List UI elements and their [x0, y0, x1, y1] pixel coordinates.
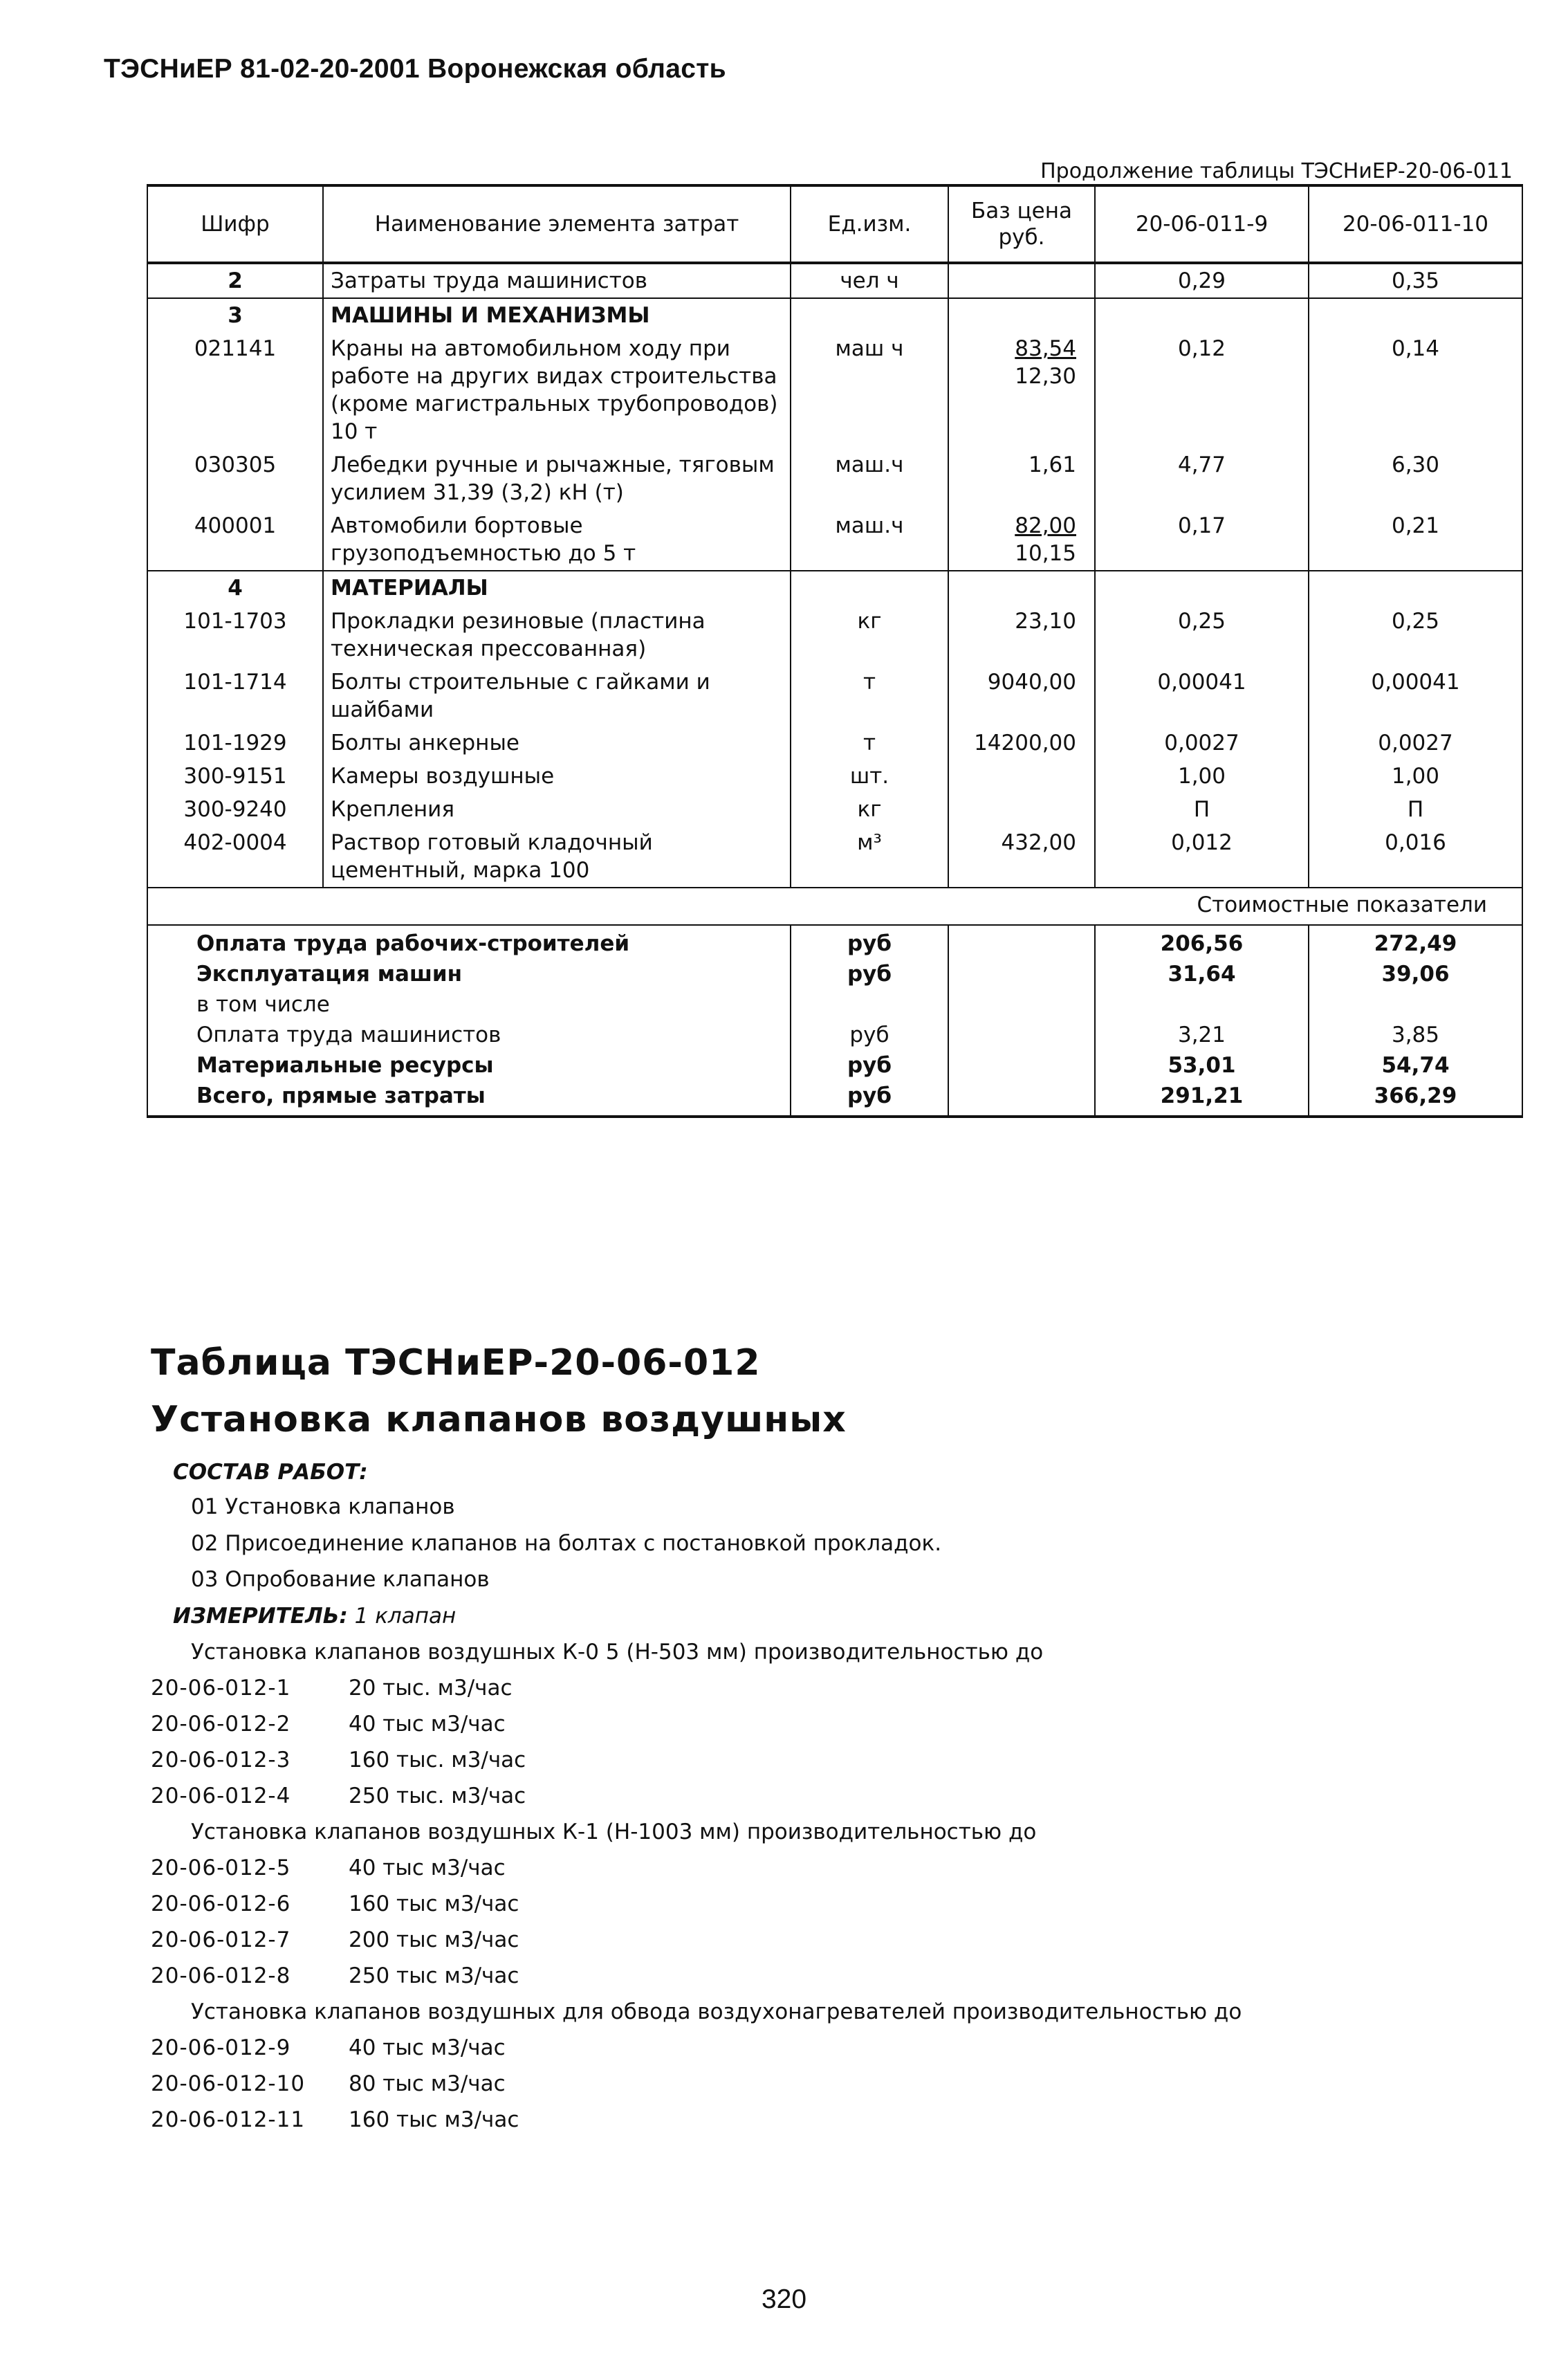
totals-label: Материальные ресурсы	[147, 1050, 791, 1081]
cell-name: Болты анкерные	[323, 726, 791, 760]
code-row	[151, 1676, 1188, 1701]
totals-label: Всего, прямые затраты	[147, 1081, 791, 1117]
price-machinist-value: 10,15	[1015, 541, 1076, 566]
meter-line	[173, 1604, 456, 1629]
cell-value-1: 0,12	[1095, 332, 1309, 448]
totals-row	[147, 989, 1522, 1020]
totals-unit	[791, 989, 948, 1020]
cell-value-1: П	[1095, 793, 1309, 826]
totals-value-1: 206,56	[1095, 925, 1309, 959]
totals-row	[147, 925, 1522, 959]
cell-name: МАТЕРИАЛЫ	[323, 571, 791, 605]
cell-value-2	[1309, 298, 1522, 332]
table-row	[147, 332, 1522, 448]
cell-unit	[791, 298, 948, 332]
cell-code: 400001	[147, 509, 323, 571]
resource-table	[147, 184, 1523, 1118]
cell-value-1: 0,012	[1095, 826, 1309, 888]
cell-code: 300-9240	[147, 793, 323, 826]
code-id: 20-06-012-7	[151, 1927, 291, 1952]
cell-code: 030305	[147, 448, 323, 509]
column-header-price: Баз цена руб.	[948, 185, 1095, 263]
group-title: Установка клапанов воздушных К-1 (Н-1003 мм) производительностью до	[191, 1820, 1037, 1844]
totals-empty	[948, 1020, 1095, 1050]
cell-code: 300-9151	[147, 760, 323, 793]
cell-price	[948, 509, 1095, 571]
cell-unit: кг	[791, 605, 948, 666]
table-row	[147, 571, 1522, 605]
totals-value-2: 366,29	[1309, 1081, 1522, 1117]
column-header-unit: Ед.изм.	[791, 185, 948, 263]
code-text: 160 тыс м3/час	[349, 2107, 519, 2132]
price-value: 1,61	[1028, 452, 1076, 477]
cost-indicators-row	[147, 888, 1522, 925]
totals-label: в том числе	[147, 989, 791, 1020]
price-value: 432,00	[1001, 830, 1076, 855]
cell-value-1: 0,17	[1095, 509, 1309, 571]
totals-value-2: 272,49	[1309, 925, 1522, 959]
code-text: 250 тыс. м3/час	[349, 1784, 526, 1808]
column-header-value-2: 20-06-011-10	[1309, 185, 1522, 263]
cell-value-2: 1,00	[1309, 760, 1522, 793]
group-title: Установка клапанов воздушных К-0 5 (Н-503 мм) производительностью до	[191, 1640, 1044, 1665]
cell-unit: т	[791, 726, 948, 760]
cell-name: Прокладки резиновые (пластина техническая прессованная)	[323, 605, 791, 666]
composition-label: СОСТАВ РАБОТ:	[173, 1460, 368, 1485]
cell-name: Краны на автомобильном ходу при работе на других видах строительства (кроме магистральных трубопроводов) 10 т	[323, 332, 791, 448]
cell-name: МАШИНЫ И МЕХАНИЗМЫ	[323, 298, 791, 332]
work-item: 02 Присоединение клапанов на болтах с постановкой прокладок.	[191, 1531, 942, 1556]
cell-unit: маш.ч	[791, 448, 948, 509]
code-text: 250 тыс м3/час	[349, 1963, 519, 1988]
totals-value-1: 31,64	[1095, 959, 1309, 989]
totals-empty	[948, 925, 1095, 959]
code-id: 20-06-012-3	[151, 1748, 291, 1772]
cell-value-1: 0,00041	[1095, 666, 1309, 726]
price-value: 14200,00	[974, 731, 1076, 755]
cost-indicators-label: Стоимостные показатели	[1095, 888, 1522, 925]
totals-empty	[948, 959, 1095, 989]
totals-row	[147, 959, 1522, 989]
totals-value-1	[1095, 989, 1309, 1020]
cell-name: Раствор готовый кладочный цементный, марка 100	[323, 826, 791, 888]
totals-value-1: 53,01	[1095, 1050, 1309, 1081]
price-value: 9040,00	[987, 670, 1076, 695]
cell-unit: т	[791, 666, 948, 726]
cell-unit: маш.ч	[791, 509, 948, 571]
totals-empty	[948, 989, 1095, 1020]
cell-value-2: 0,25	[1309, 605, 1522, 666]
code-text: 20 тыс. м3/час	[349, 1676, 513, 1701]
code-row	[151, 1855, 1188, 1880]
code-text: 200 тыс м3/час	[349, 1927, 519, 1952]
cell-price	[948, 448, 1095, 509]
table-row	[147, 666, 1522, 726]
cell-unit: маш ч	[791, 332, 948, 448]
cell-name: Лебедки ручные и рычажные, тяговым усилием 31,39 (3,2) кН (т)	[323, 448, 791, 509]
totals-label: Оплата труда машинистов	[147, 1020, 791, 1050]
cell-value-1	[1095, 298, 1309, 332]
table-row	[147, 509, 1522, 571]
cell-value-2: 0,14	[1309, 332, 1522, 448]
code-id: 20-06-012-1	[151, 1676, 291, 1701]
column-header-name: Наименование элемента затрат	[323, 185, 791, 263]
code-row	[151, 1784, 1188, 1808]
price-machinist-value: 12,30	[1015, 364, 1076, 389]
code-text: 80 тыс м3/час	[349, 2071, 506, 2096]
code-row	[151, 1963, 1188, 1988]
totals-value-2: 39,06	[1309, 959, 1522, 989]
code-id: 20-06-012-9	[151, 2035, 291, 2060]
cell-value-1: 0,29	[1095, 263, 1309, 298]
code-text: 40 тыс м3/час	[349, 1855, 506, 1880]
code-id: 20-06-012-8	[151, 1963, 291, 1988]
cell-name: Камеры воздушные	[323, 760, 791, 793]
table-continuation-label: Продолжение таблицы ТЭСНиЕР-20-06-011	[1040, 159, 1513, 183]
cell-unit: шт.	[791, 760, 948, 793]
cell-unit: м³	[791, 826, 948, 888]
price-value: 82,00	[1015, 513, 1076, 538]
cell-code: 3	[147, 298, 323, 332]
cell-value-1: 1,00	[1095, 760, 1309, 793]
group-title: Установка клапанов воздушных для обвода воздухонагревателей производительностью до	[191, 1999, 1242, 2024]
work-item: 03 Опробование клапанов	[191, 1567, 490, 1592]
cell-name: Затраты труда машинистов	[323, 263, 791, 298]
cell-value-1	[1095, 571, 1309, 605]
column-header-code: Шифр	[147, 185, 323, 263]
cell-value-2: 0,00041	[1309, 666, 1522, 726]
code-id: 20-06-012-6	[151, 1891, 291, 1916]
table-row	[147, 448, 1522, 509]
table-row	[147, 263, 1522, 298]
totals-value-2: 3,85	[1309, 1020, 1522, 1050]
cell-value-2: 0,35	[1309, 263, 1522, 298]
page-number: 320	[761, 2284, 807, 2314]
cell-value-2: 0,0027	[1309, 726, 1522, 760]
code-id: 20-06-012-2	[151, 1712, 291, 1737]
cell-value-2: 0,21	[1309, 509, 1522, 571]
cell-price	[948, 760, 1095, 793]
code-row	[151, 2071, 1188, 2096]
table-row	[147, 298, 1522, 332]
cell-price	[948, 793, 1095, 826]
table-title: Таблица ТЭСНиЕР-20-06-012	[151, 1342, 761, 1384]
totals-row	[147, 1050, 1522, 1081]
meter-value: 1 клапан	[354, 1604, 456, 1629]
totals-value-2	[1309, 989, 1522, 1020]
code-id: 20-06-012-10	[151, 2071, 306, 2096]
section-subtitle: Установка клапанов воздушных	[151, 1399, 847, 1440]
totals-label: Оплата труда рабочих-строителей	[147, 925, 791, 959]
cell-value-2	[1309, 571, 1522, 605]
cell-name: Болты строительные с гайками и шайбами	[323, 666, 791, 726]
cell-name: Автомобили бортовые грузоподъемностью до 5 т	[323, 509, 791, 571]
code-row	[151, 2107, 1188, 2132]
code-id: 20-06-012-4	[151, 1784, 291, 1808]
cell-price	[948, 666, 1095, 726]
table-row	[147, 605, 1522, 666]
cell-unit	[791, 571, 948, 605]
cell-name: Крепления	[323, 793, 791, 826]
cell-value-1: 0,0027	[1095, 726, 1309, 760]
code-id: 20-06-012-5	[151, 1855, 291, 1880]
table-row	[147, 793, 1522, 826]
cell-code: 101-1929	[147, 726, 323, 760]
cell-price	[948, 298, 1095, 332]
code-row	[151, 1891, 1188, 1916]
code-row	[151, 1712, 1188, 1737]
code-text: 40 тыс м3/час	[349, 2035, 506, 2060]
code-text: 160 тыс м3/час	[349, 1891, 519, 1916]
code-id: 20-06-012-11	[151, 2107, 306, 2132]
cell-value-1: 0,25	[1095, 605, 1309, 666]
document-header: ТЭСНиЕР 81-02-20-2001 Воронежская область	[104, 54, 726, 84]
totals-unit: руб	[791, 959, 948, 989]
cell-price	[948, 726, 1095, 760]
cell-code: 4	[147, 571, 323, 605]
cell-unit: чел ч	[791, 263, 948, 298]
cell-price	[948, 605, 1095, 666]
cell-code: 021141	[147, 332, 323, 448]
code-row	[151, 1927, 1188, 1952]
totals-value-1: 291,21	[1095, 1081, 1309, 1117]
totals-unit: руб	[791, 1020, 948, 1050]
table-row	[147, 726, 1522, 760]
cell-value-2: 0,016	[1309, 826, 1522, 888]
totals-unit: руб	[791, 1050, 948, 1081]
cell-price	[948, 571, 1095, 605]
code-row	[151, 2035, 1188, 2060]
code-row	[151, 1748, 1188, 1772]
totals-unit: руб	[791, 1081, 948, 1117]
cell-value-2: 6,30	[1309, 448, 1522, 509]
code-text: 40 тыс м3/час	[349, 1712, 506, 1737]
cell-code: 101-1714	[147, 666, 323, 726]
table-header-row	[147, 185, 1522, 263]
cell-code: 402-0004	[147, 826, 323, 888]
totals-empty	[948, 1081, 1095, 1117]
code-text: 160 тыс. м3/час	[349, 1748, 526, 1772]
meter-label: ИЗМЕРИТЕЛЬ:	[173, 1604, 348, 1629]
cell-value-2: П	[1309, 793, 1522, 826]
column-header-value-1: 20-06-011-9	[1095, 185, 1309, 263]
work-item: 01 Установка клапанов	[191, 1494, 455, 1519]
totals-value-2: 54,74	[1309, 1050, 1522, 1081]
cell-code: 2	[147, 263, 323, 298]
totals-label: Эксплуатация машин	[147, 959, 791, 989]
cell-price	[948, 332, 1095, 448]
totals-value-1: 3,21	[1095, 1020, 1309, 1050]
price-value: 83,54	[1015, 336, 1076, 361]
cell-price	[948, 826, 1095, 888]
table-row	[147, 826, 1522, 888]
totals-empty	[948, 1050, 1095, 1081]
cell-price	[948, 263, 1095, 298]
cell-unit: кг	[791, 793, 948, 826]
totals-row	[147, 1081, 1522, 1117]
totals-unit: руб	[791, 925, 948, 959]
totals-row	[147, 1020, 1522, 1050]
table-row	[147, 760, 1522, 793]
price-value: 23,10	[1015, 609, 1076, 634]
cell-value-1: 4,77	[1095, 448, 1309, 509]
cell-code: 101-1703	[147, 605, 323, 666]
